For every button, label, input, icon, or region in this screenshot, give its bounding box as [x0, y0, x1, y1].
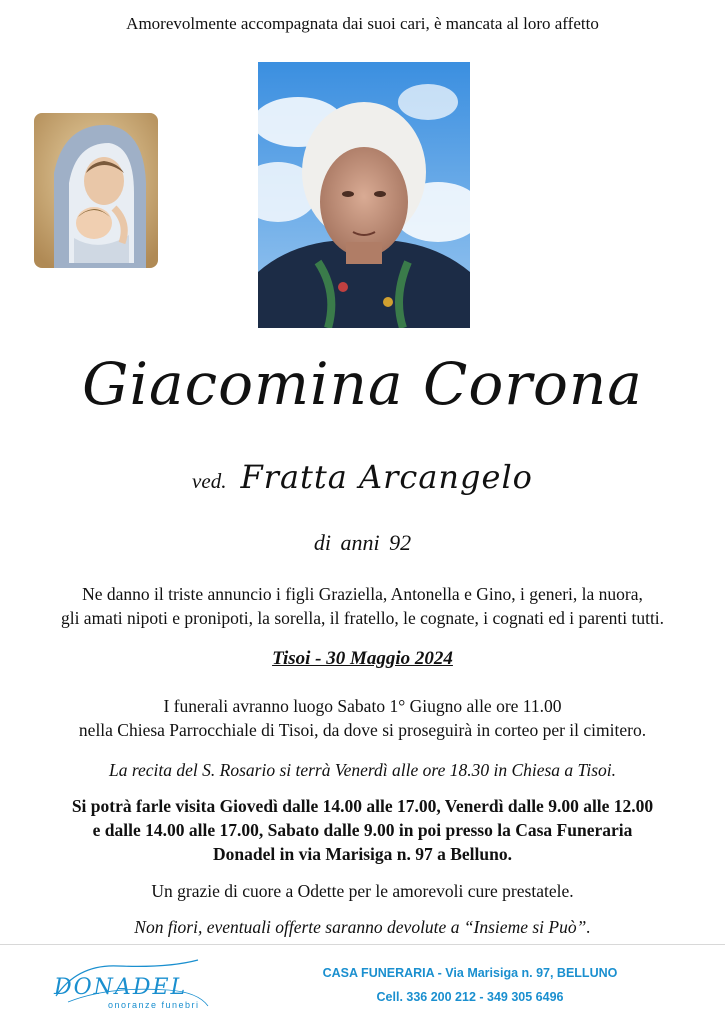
widow-prefix: ved. — [192, 469, 227, 493]
funeral-line: nella Chiesa Parrocchiale di Tisoi, da dove si proseguirà in corteo per il cimitero. — [78, 720, 647, 740]
announcement-line: gli amati nipoti e pronipoti, la sorella, il fratello, le cognate, i cognati ed i parenti tutti. — [60, 608, 665, 628]
deceased-name: Giacomina Corona — [82, 350, 643, 418]
age-line: di anni 92 — [313, 530, 412, 555]
funeral-info — [0, 694, 725, 742]
spouse-name: Fratta Arcangelo — [240, 458, 533, 496]
thanks-line: Un grazie di cuore a Odette per le amorevoli cure prestatele. — [151, 881, 574, 901]
announcement-line: Ne danno il triste annuncio i figli Graziella, Antonella e Gino, i generi, la nuora, — [82, 584, 643, 604]
visit-line: e dalle 14.00 alle 17.00, Sabato dalle 9.00 in poi presso la Casa Funeraria — [92, 820, 633, 840]
logo-name: DONADEL — [54, 975, 188, 1000]
visit-line: Si potrà farle visita Giovedì dalle 14.00 alle 17.00, Venerdì dalle 9.00 alle 12.00 — [71, 796, 654, 816]
footer-phone: Cell. 336 200 212 - 349 305 6496 — [376, 990, 564, 1004]
visit-line: Donadel in via Marisiga n. 97 a Belluno. — [213, 844, 512, 864]
footer-divider — [0, 944, 725, 945]
no-flowers-line: Non fiori, eventuali offerte saranno devolute a “Insieme si Può”. — [134, 917, 591, 937]
donadel-logo — [48, 956, 218, 1012]
place-date: Tisoi - 30 Maggio 2024 — [272, 648, 453, 669]
rosary-info: La recita del S. Rosario si terrà Venerdì alle ore 18.30 in Chiesa a Tisoi. — [108, 760, 616, 780]
intro-line: Amorevolmente accompagnata dai suoi cari, è mancata al loro affetto — [126, 14, 599, 33]
logo-tagline: onoranze funebri — [108, 1000, 200, 1010]
visit-hours — [0, 794, 725, 866]
announcement-text — [0, 582, 725, 630]
deceased-portrait-photo — [258, 62, 470, 328]
madonna-and-child-icon — [34, 113, 158, 268]
funeral-line: I funerali avranno luogo Sabato 1° Giugno alle ore 11.00 — [163, 696, 562, 716]
widow-line — [0, 458, 725, 496]
footer-address: CASA FUNERARIA - Via Marisiga n. 97, BELLUNO — [322, 966, 618, 980]
